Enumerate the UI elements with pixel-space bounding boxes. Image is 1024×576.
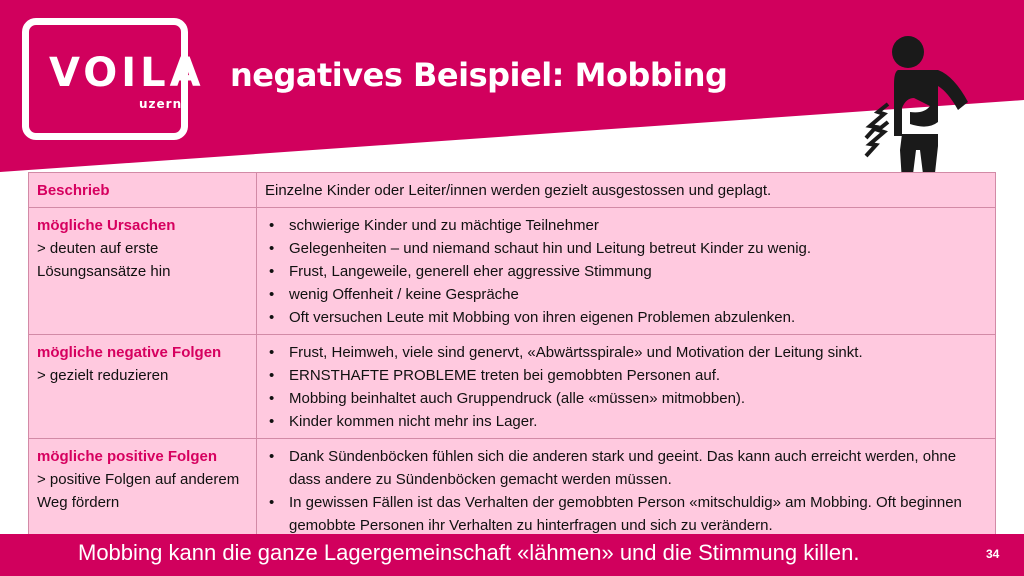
bullet-item: • Gelegenheiten – und niemand schaut hin und Leitung betreut Kinder zu wenig. xyxy=(265,237,987,260)
row-note: > deuten auf erste Lösungsansätze hin xyxy=(37,240,171,280)
logo-subtitle: uzern xyxy=(139,97,183,111)
bullet-item: • Mobbing beinhaltet auch Gruppendruck (alle «müssen» mitmobben). xyxy=(265,387,987,410)
voila-logo xyxy=(22,18,205,140)
bullet-item: • Kinder kommen nicht mehr ins Lager. xyxy=(265,410,987,433)
bullet-item: • schwierige Kinder und zu mächtige Teilnehmer xyxy=(265,214,987,237)
person-stomachache-icon xyxy=(858,26,976,188)
row-content xyxy=(257,439,996,543)
logo-word: VOILA xyxy=(49,50,205,96)
table-row-ursachen xyxy=(29,208,996,335)
row-content: Einzelne Kinder oder Leiter/innen werden gezielt ausgestossen und geplagt. xyxy=(257,173,996,208)
row-label: mögliche negative Folgen xyxy=(37,344,222,361)
page-title: negatives Beispiel: Mobbing xyxy=(230,56,728,94)
bullet-item: • ERNSTHAFTE PROBLEME treten bei gemobbten Personen auf. xyxy=(265,364,987,387)
mobbing-table xyxy=(28,172,996,543)
row-content xyxy=(257,208,996,335)
row-header xyxy=(29,208,257,335)
table-row-beschrieb xyxy=(29,173,996,208)
page-number: 34 xyxy=(986,547,1000,561)
bullet-item: • In gewissen Fällen ist das Verhalten der gemobbten Person «mitschuldig» am Mobbing. Oft beginnen gemobbte Personen ihr Verhalten zu hinterfragen und sich zu verändern. xyxy=(265,491,987,537)
bullet-item: • Frust, Langeweile, generell eher aggressive Stimmung xyxy=(265,260,987,283)
table-row-negative-folgen xyxy=(29,335,996,439)
bullet-item: • wenig Offenheit / keine Gespräche xyxy=(265,283,987,306)
row-header xyxy=(29,439,257,543)
footer-banner xyxy=(0,534,1024,576)
row-label: Beschrieb xyxy=(37,182,110,199)
row-label: mögliche Ursachen xyxy=(37,217,176,234)
bullet-item: • Oft versuchen Leute mit Mobbing von ihren eigenen Problemen abzulenken. xyxy=(265,306,987,329)
row-note: > positive Folgen auf anderem Weg fördern xyxy=(37,471,240,511)
row-content xyxy=(257,335,996,439)
row-label: mögliche positive Folgen xyxy=(37,448,218,465)
table-row-positive-folgen xyxy=(29,439,996,543)
row-note: > gezielt reduzieren xyxy=(37,367,169,384)
bullet-item: • Frust, Heimweh, viele sind genervt, «Abwärtsspirale» und Motivation der Leitung sinkt. xyxy=(265,341,987,364)
footer-text: Mobbing kann die ganze Lagergemeinschaft «lähmen» und die Stimmung killen. xyxy=(78,540,860,565)
row-header xyxy=(29,335,257,439)
bullet-item: • Dank Sündenböcken fühlen sich die anderen stark und geeint. Das kann auch erreicht werden, ohne dass andere zu Sündenböcken gemacht werden müssen. xyxy=(265,445,987,491)
row-header xyxy=(29,173,257,208)
